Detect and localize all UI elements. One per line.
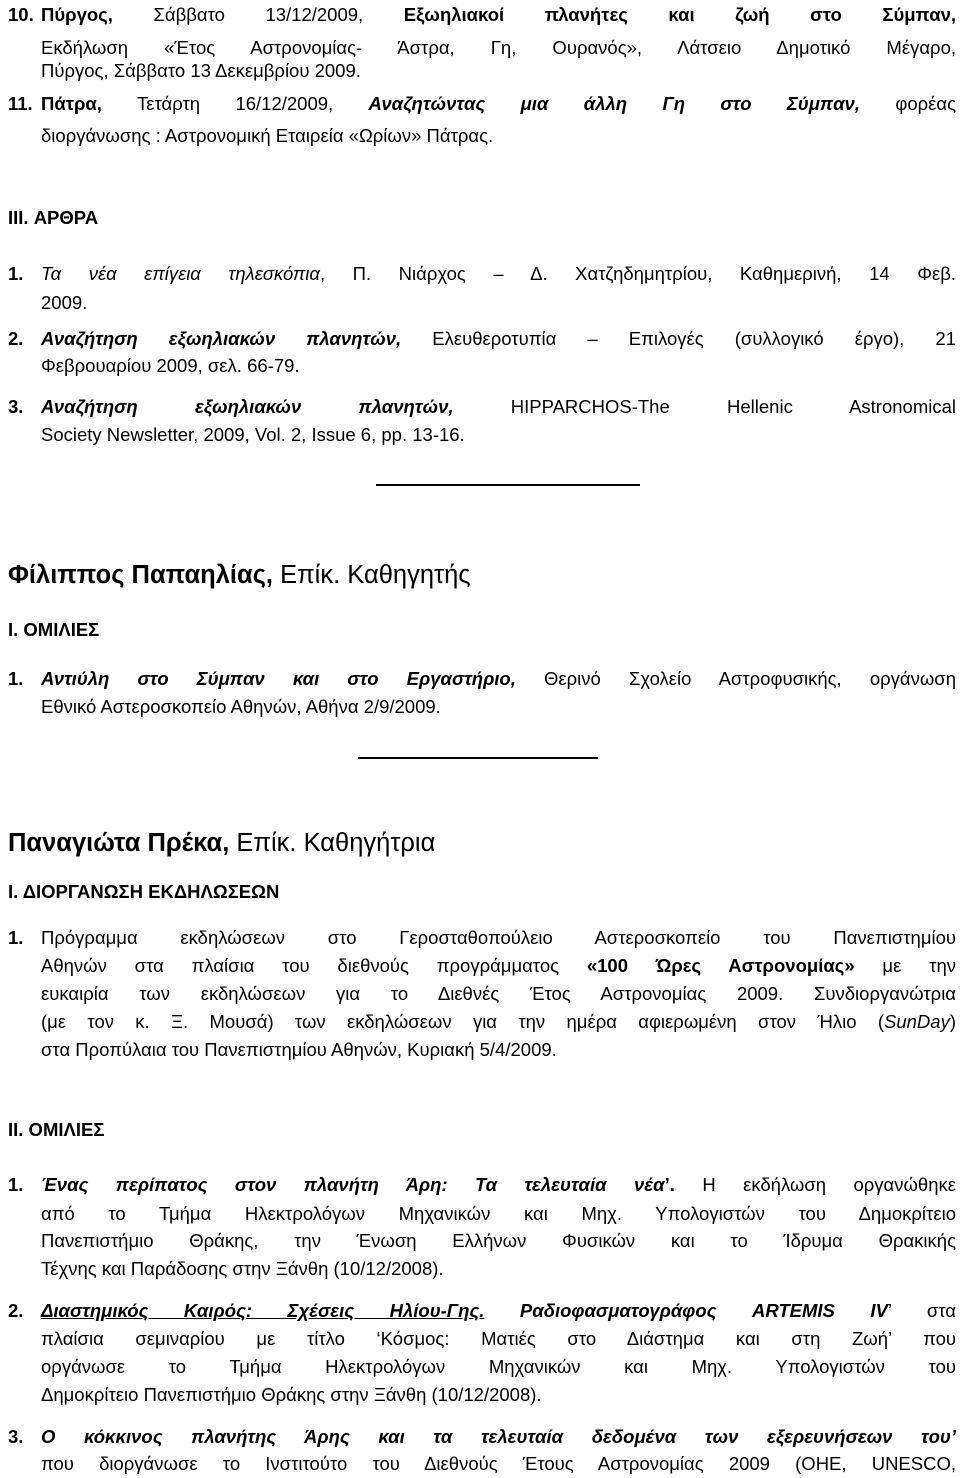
filippos-talk-1-number: 1. — [8, 668, 24, 689]
talk-2-line-3: οργάνωσε το Τμήμα Ηλεκτρολόγων Μηχανικών και Μηχ. Υπολογιστών του — [41, 1356, 956, 1377]
talk-1-line-1: Ένας περίπατος στον πλανήτη Άρη: Τα τελευταία νέα’. Η εκδήλωση οργανώθηκε — [41, 1174, 956, 1195]
section-divider-2 — [358, 757, 598, 759]
talk-3-number: 3. — [8, 1426, 24, 1447]
article-1-number: 1. — [8, 263, 24, 284]
articles-heading: III. ΑΡΘΡΑ — [8, 207, 99, 228]
talk-1-line-4: Τέχνης και Παράδοσης στην Ξάνθη (10/12/2008). — [41, 1258, 444, 1279]
event-1-line-1: Πρόγραμμα εκδηλώσεων στο Γεροσταθοπούλειο Αστεροσκοπείο του Πανεπιστημίου — [41, 927, 956, 948]
article-3-line-1: Αναζήτηση εξωηλιακών πλανητών, HIPPARCHOS-The Hellenic Astronomical — [41, 396, 956, 417]
panagiota-heading: Παναγιώτα Πρέκα, Επίκ. Καθηγήτρια — [8, 829, 436, 857]
article-2-line-2: Φεβρουαρίου 2009, σελ. 66-79. — [41, 355, 300, 376]
talk-2-line-1: Διαστημικός Καιρός: Σχέσεις Ηλίου-Γης. Ραδιοφασματογράφος ARTEMIS IV’ στα — [41, 1300, 956, 1321]
event-1-line-4: (με τον κ. Ξ. Μουσά) των εκδηλώσεων για την ημέρα αφιερωμένη στον Ήλιο (SunDay) — [41, 1011, 956, 1032]
talk-2-number: 2. — [8, 1300, 24, 1321]
talk-3-line-2: που διοργάνωσε το Ινστιτούτο του Διεθνούς Έτους Αστρονομίας 2009 (ΟΗΕ, UNESCO, — [41, 1453, 956, 1474]
item-11-line-1: Πάτρα, Τετάρτη 16/12/2009, Αναζητώντας μια άλλη Γη στο Σύμπαν, φορέας — [41, 93, 956, 114]
event-1-line-5: στα Προπύλαια του Πανεπιστημίου Αθηνών, Κυριακή 5/4/2009. — [41, 1039, 557, 1060]
item-10-number: 10. — [8, 4, 34, 25]
event-1-line-3: ευκαιρία των εκδηλώσεων για το Διεθνές Έτος Αστρονομίας 2009. Συνδιοργανώτρια — [41, 983, 956, 1004]
talk-1-line-3: Πανεπιστήμιο Θράκης, την Ένωση Ελλήνων Φυσικών και το Ίδρυμα Θρακικής — [41, 1230, 956, 1251]
talk-2-line-4: Δημοκρίτειο Πανεπιστήμιο Θράκης στην Ξάνθη (10/12/2008). — [41, 1384, 542, 1405]
item-11-number: 11. — [8, 93, 33, 114]
article-2-line-1: Αναζήτηση εξωηλιακών πλανητών, Ελευθεροτυπία – Επιλογές (συλλογικό έργο), 21 — [41, 328, 956, 349]
filippos-talk-1-line-1: Αντιύλη στο Σύμπαν και στο Εργαστήριο, Θερινό Σχολείο Αστροφυσικής, οργάνωση — [41, 668, 956, 689]
talk-2-line-2: πλαίσια σεμιναρίου με τίτλο ‘Κόσμος: Ματιές στο Διάστημα και στη Ζωή’ που — [41, 1328, 956, 1349]
item-10-line-1: Πύργος, Σάββατο 13/12/2009, Εξωηλιακοί πλανήτες και ζωή στο Σύμπαν, — [41, 4, 956, 25]
section-divider-1 — [376, 484, 640, 486]
item-10-line-3: Πύργος, Σάββατο 13 Δεκεμβρίου 2009. — [41, 60, 361, 81]
talk-1-line-2: από το Τμήμα Ηλεκτρολόγων Μηχανικών και Μηχ. Υπολογιστών του Δημοκρίτειο — [41, 1203, 956, 1224]
item-10-line-2: Εκδήλωση «Έτος Αστρονομίας- Άστρα, Γη, Ουρανός», Λάτσειο Δημοτικό Μέγαρο, — [41, 37, 956, 58]
item-11-line-2: διοργάνωσης : Αστρονομική Εταιρεία «Ωρίων» Πάτρας. — [41, 125, 494, 146]
article-1-line-1: Τα νέα επίγεια τηλεσκόπια, Π. Νιάρχος – Δ. Χατζηδημητρίου, Καθημερινή, 14 Φεβ. — [41, 263, 956, 284]
filippos-talks-heading: Ι. ΟΜΙΛΙΕΣ — [8, 619, 100, 640]
article-2-number: 2. — [8, 328, 24, 349]
panagiota-events-heading: Ι. ΔΙΟΡΓΑΝΩΣΗ ΕΚΔΗΛΩΣΕΩΝ — [8, 881, 280, 902]
talk-3-line-1: Ο κόκκινος πλανήτης Άρης και τα τελευταία δεδομένα των εξερευνήσεων του’ — [41, 1426, 956, 1447]
article-3-number: 3. — [8, 396, 24, 417]
talk-1-number: 1. — [8, 1174, 24, 1195]
panagiota-talks-heading: ΙΙ. ΟΜΙΛΙΕΣ — [8, 1119, 105, 1140]
filippos-heading: Φίλιππος Παπαηλίας, Επίκ. Καθηγητής — [8, 561, 471, 589]
article-3-line-2: Society Newsletter, 2009, Vol. 2, Issue 6, pp. 13-16. — [41, 424, 465, 445]
article-1-line-2: 2009. — [41, 292, 88, 313]
event-1-number: 1. — [8, 927, 24, 948]
event-1-line-2: Αθηνών στα πλαίσια του διεθνούς προγράμματος «100 Ώρες Αστρονομίας» με την — [41, 955, 956, 976]
filippos-talk-1-line-2: Εθνικό Αστεροσκοπείο Αθηνών, Αθήνα 2/9/2009. — [41, 696, 441, 717]
